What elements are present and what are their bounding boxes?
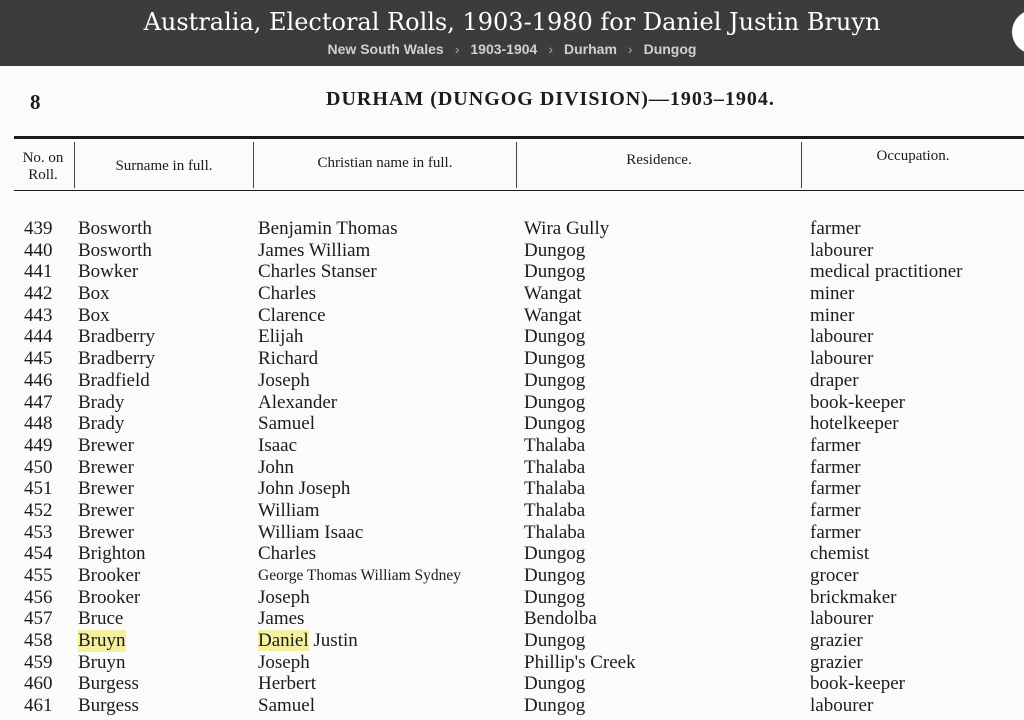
christian-name: Alexander (258, 391, 338, 413)
roll-number: 447 (24, 391, 53, 413)
occupation: labourer (810, 326, 874, 348)
residence: Thalaba (524, 456, 586, 478)
christian-name: William Isaac (258, 521, 364, 543)
christian-name: Benjamin Thomas (258, 218, 398, 239)
occupation: grazier (810, 630, 863, 652)
occupation: grazier (810, 651, 863, 673)
residence: Dungog (524, 695, 586, 717)
surname: Bruce (78, 608, 124, 630)
christian-name: Charles (258, 283, 317, 305)
residence: Dungog (524, 630, 586, 652)
residence: Dungog (524, 391, 586, 413)
occupation: hotelkeeper (810, 413, 899, 435)
occupation: draper (810, 369, 859, 391)
occupation: farmer (810, 521, 861, 543)
column-header-surname: Surname in full. (115, 158, 213, 174)
table-top-rule (14, 136, 1024, 139)
roll-number: 446 (24, 369, 53, 391)
header-bottom-rule (14, 190, 1024, 191)
table-row (0, 565, 1024, 587)
christian-name: Charles (258, 543, 317, 565)
column-divider (253, 142, 254, 188)
table-row (0, 673, 1024, 695)
page-heading: DURHAM (DUNGOG DIVISION)—1903–1904. (326, 88, 775, 110)
breadcrumb-division[interactable]: Durham (564, 41, 617, 57)
surname: Burgess (78, 695, 139, 717)
christian-name: James William (258, 239, 371, 261)
roll-number: 448 (24, 413, 53, 435)
surname: Bowker (78, 261, 139, 283)
table-row (0, 218, 1024, 240)
occupation: labourer (810, 695, 874, 717)
column-header-residence: Residence. (626, 152, 692, 168)
breadcrumb-state[interactable]: New South Wales (327, 41, 444, 57)
christian-name: Elijah (258, 326, 304, 348)
christian-name: Charles Stanser (258, 261, 377, 283)
chevron-right-icon: › (627, 41, 633, 57)
roll-number: 445 (24, 348, 53, 370)
occupation: labourer (810, 608, 874, 630)
christian-name: Joseph (258, 369, 310, 391)
occupation: miner (810, 283, 855, 305)
occupation: farmer (810, 434, 861, 456)
christian-name: Joseph (258, 651, 310, 673)
table-row (0, 457, 1024, 479)
table-row (0, 500, 1024, 522)
table-row (0, 435, 1024, 457)
page-number: 8 (30, 90, 41, 114)
roll-number: 455 (24, 565, 53, 586)
residence: Dungog (524, 261, 586, 283)
residence: Phillip's Creek (524, 651, 636, 673)
surname: Brewer (78, 434, 134, 456)
surname: Bosworth (78, 218, 152, 239)
christian-name: Richard (258, 348, 319, 370)
christian-name: Joseph (258, 586, 310, 608)
christian-name: Samuel (258, 413, 315, 435)
column-divider (516, 142, 517, 188)
occupation: labourer (810, 239, 874, 261)
roll-entries (0, 218, 1024, 717)
roll-number: 442 (24, 283, 53, 305)
residence: Wangat (524, 304, 582, 326)
highlighted-surname[interactable]: Bruyn (78, 630, 126, 652)
table-row (0, 608, 1024, 630)
christian-name: Samuel (258, 695, 315, 717)
surname: Box (78, 283, 110, 305)
occupation: farmer (810, 499, 861, 521)
residence: Dungog (524, 348, 586, 370)
chevron-right-icon: › (454, 41, 460, 57)
christian-name-rest: Justin (308, 630, 358, 652)
occupation: brickmaker (810, 586, 897, 608)
surname: Bradberry (78, 326, 156, 348)
occupation: farmer (810, 478, 861, 500)
surname: Brady (78, 391, 125, 413)
surname: Burgess (78, 673, 139, 695)
roll-number: 452 (24, 499, 53, 521)
residence: Dungog (524, 413, 586, 435)
residence: Dungog (524, 239, 586, 261)
column-header-no (14, 150, 72, 184)
surname: Brewer (78, 499, 134, 521)
residence: Wira Gully (524, 218, 610, 239)
viewer-header (0, 0, 1024, 66)
column-header-no-line2: Roll. (28, 167, 58, 183)
table-row (0, 543, 1024, 565)
christian-name: John (258, 456, 294, 478)
residence: Dungog (524, 565, 586, 586)
table-row (0, 587, 1024, 609)
residence: Dungog (524, 326, 586, 348)
residence: Dungog (524, 369, 586, 391)
occupation: chemist (810, 543, 870, 565)
residence: Thalaba (524, 478, 586, 500)
table-row (0, 392, 1024, 414)
occupation: grocer (810, 565, 859, 586)
occupation: medical practitioner (810, 261, 963, 283)
occupation: book-keeper (810, 391, 905, 413)
roll-number: 461 (24, 695, 53, 717)
chevron-right-icon: › (548, 41, 553, 57)
christian-name (258, 630, 358, 652)
christian-name: Isaac (258, 434, 298, 456)
table-row (0, 326, 1024, 348)
residence: Wangat (524, 283, 582, 305)
christian-name: Herbert (258, 673, 317, 695)
occupation: miner (810, 304, 855, 326)
roll-number: 459 (24, 651, 53, 673)
table-row-highlighted[interactable] (0, 630, 1024, 652)
occupation: farmer (810, 456, 861, 478)
residence: Bendolba (524, 608, 597, 630)
surname: Bradberry (78, 348, 156, 370)
roll-number: 450 (24, 456, 53, 478)
surname: Brewer (78, 456, 134, 478)
surname: Brewer (78, 478, 134, 500)
roll-number: 453 (24, 521, 53, 543)
roll-number: 456 (24, 586, 53, 608)
roll-number: 441 (24, 261, 53, 283)
roll-number: 454 (24, 543, 53, 565)
surname: Bruyn (78, 651, 126, 673)
roll-number: 460 (24, 673, 53, 695)
surname: Bosworth (78, 239, 152, 261)
occupation: book-keeper (810, 673, 905, 695)
christian-name: John Joseph (258, 478, 351, 500)
christian-name: William (258, 499, 320, 521)
residence: Dungog (524, 586, 586, 608)
record-title: Australia, Electoral Rolls, 1903-1980 for Daniel Justin Bruyn (143, 8, 881, 36)
table-row (0, 348, 1024, 370)
residence: Thalaba (524, 434, 586, 456)
table-row (0, 305, 1024, 327)
occupation: labourer (810, 348, 874, 370)
roll-number: 440 (24, 239, 53, 261)
christian-name: George Thomas William Sydney (258, 567, 462, 584)
table-row (0, 240, 1024, 262)
occupation: farmer (810, 218, 861, 239)
table-row (0, 695, 1024, 717)
breadcrumb (0, 41, 1024, 57)
roll-number: 449 (24, 434, 53, 456)
christian-name: Clarence (258, 304, 326, 326)
breadcrumb-subdivision[interactable]: Dungog (643, 41, 697, 57)
breadcrumb-year[interactable]: 1903-1904 (470, 41, 538, 57)
christian-name: James (258, 608, 305, 630)
surname: Brighton (78, 543, 146, 565)
column-header-occupation: Occupation. (876, 148, 950, 164)
table-row (0, 652, 1024, 674)
surname: Bradfield (78, 369, 150, 391)
roll-number: 443 (24, 304, 53, 326)
roll-number: 458 (24, 630, 53, 652)
surname: Brewer (78, 521, 134, 543)
highlighted-christian-name[interactable]: Daniel (258, 630, 309, 652)
column-divider (74, 142, 75, 188)
surname: Brooker (78, 565, 141, 586)
table-row (0, 261, 1024, 283)
surname: Box (78, 304, 110, 326)
residence: Thalaba (524, 521, 586, 543)
table-row (0, 522, 1024, 544)
column-divider (801, 142, 802, 188)
roll-number: 457 (24, 608, 53, 630)
residence: Dungog (524, 543, 586, 565)
roll-number: 451 (24, 478, 53, 500)
table-row (0, 478, 1024, 500)
document-image[interactable] (0, 66, 1024, 720)
residence: Thalaba (524, 499, 586, 521)
column-header-christian: Christian name in full. (317, 155, 453, 171)
roll-number: 439 (24, 218, 53, 239)
roll-number: 444 (24, 326, 53, 348)
residence: Dungog (524, 673, 586, 695)
table-row (0, 413, 1024, 435)
surname: Brooker (78, 586, 141, 608)
column-header-no-line1: No. on (22, 150, 64, 166)
table-row (0, 370, 1024, 392)
table-row (0, 283, 1024, 305)
surname: Brady (78, 413, 125, 435)
